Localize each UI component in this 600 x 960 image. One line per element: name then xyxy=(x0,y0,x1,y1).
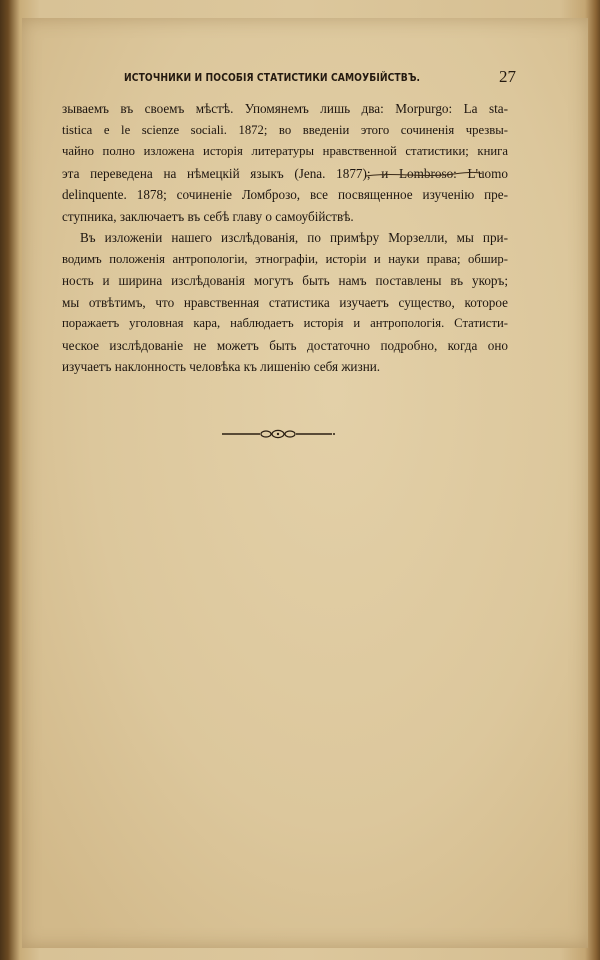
text-line: чайно полно изложена исторія литературы нравственной статистики; книга xyxy=(62,144,508,158)
text-line: Въ изложеніи нашего изслѣдованія, по примѣру Морзелли, мы при- xyxy=(80,230,508,245)
text-line: tistica e le scienze sociali. 1872; во введеніи этого сочиненія чрезвы- xyxy=(62,122,508,137)
text-line: ческое изслѣдованіе не можетъ быть достаточно подробно, когда оно xyxy=(62,337,508,353)
text-line: зываемъ въ своемъ мѣстѣ. Упомянемъ лишь два: Morpurgo: La sta- xyxy=(62,101,508,116)
text-line: ступника, заключаетъ въ себѣ главу о самоубійствѣ. xyxy=(62,208,354,224)
paragraph-1 xyxy=(62,98,508,227)
decorative-rule-icon xyxy=(220,428,336,440)
text-line: поражаетъ уголовная кара, наблюдаетъ исторія и антропологія. Статисти- xyxy=(62,316,508,330)
page-header xyxy=(112,67,516,88)
running-title: ИСТОЧНИКИ И ПОСОБІЯ СТАТИСТИКИ САМОУБІЙСТВЪ. xyxy=(124,72,421,84)
paragraph-2 xyxy=(62,227,508,378)
text-line: мы отвѣтимъ, что нравственная статистика изучаетъ существо, которое xyxy=(62,294,508,310)
text-line: ность и ширина изслѣдованія могутъ быть намъ поставлены въ укоръ; xyxy=(62,273,508,288)
text-line: эта переведена на нѣмецкій языкъ (Jena. 1877); и Lombroso: L'uomo xyxy=(62,165,508,181)
text-line: водимъ положенія антропологіи, этнографіи, исторіи и науки права; обшир- xyxy=(62,251,508,266)
text-line: delinquente. 1878; сочиненіе Ломброзо, все посвященное изученію пре- xyxy=(62,187,508,202)
underline-ink-mark xyxy=(364,171,484,179)
page-number: 27 xyxy=(499,67,516,86)
text-line: изучаетъ наклонность человѣка къ лишенію себя жизни. xyxy=(62,359,381,374)
body-text xyxy=(62,98,508,378)
